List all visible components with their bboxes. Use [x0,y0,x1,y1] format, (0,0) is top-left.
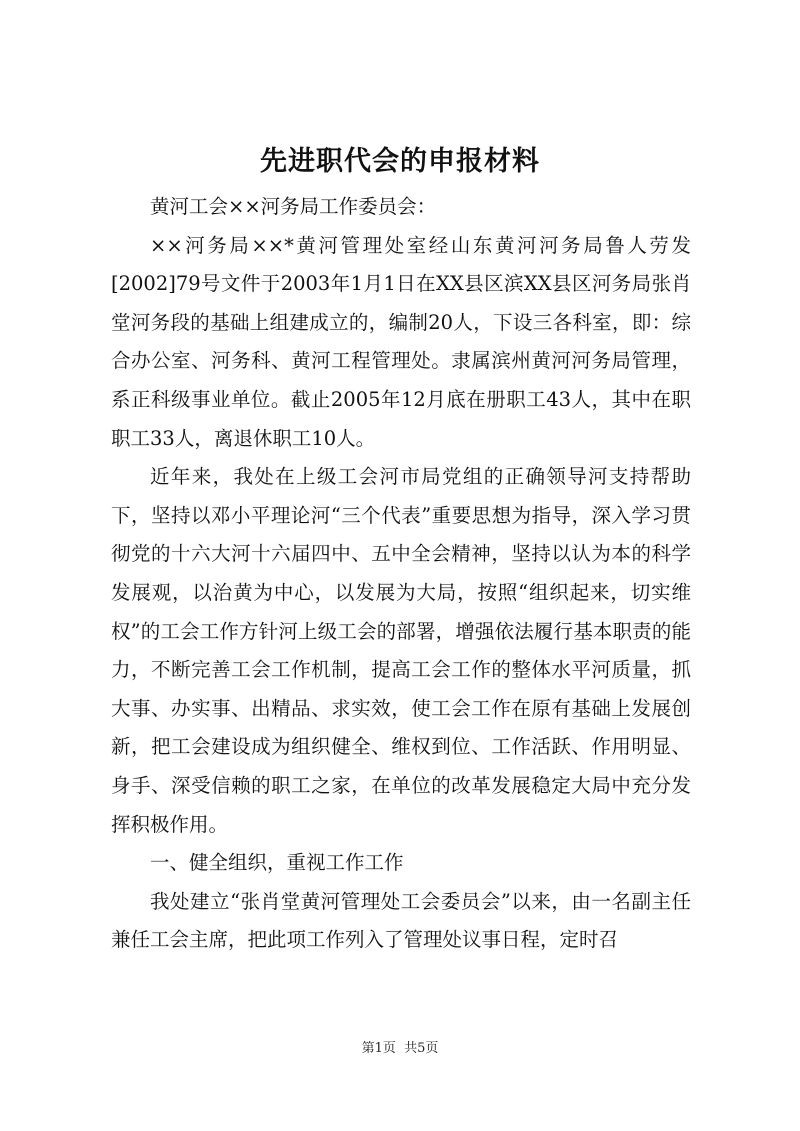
page-footer [0,1040,800,1058]
section-paragraph: 我处建立“张肖堂黄河管理处工会委员会”以来，由一名副主任兼任工会主席，把此项工作列入了管理处议事日程，定时召 [111,889,691,952]
page-total: 共5页 [404,1041,439,1056]
document-body [111,188,691,960]
intro-paragraph: ××河务局××*黄河管理处室经山东黄河河务局鲁人劳发[2002]79号文件于2003年1月1日在XX县区滨XX县区河务局张肖堂河务段的基础上组建成立的，编制20人，下设三各科室，即：综合办公室、河务科、黄河工程管理处。隶属滨州黄河河务局管理，系正科级事业单位。截止2005年12月底在册职工43人，其中在职职工33人，离退休职工10人。 [111,233,691,450]
page-number: 第1页 [361,1041,396,1056]
section-heading: 一、健全组织，重视工作工作 [150,851,404,875]
summary-paragraph: 近年来，我处在上级工会河市局党组的正确领导河支持帮助下，坚持以邓小平理论河“三个代表”重要思想为指导，深入学习贯彻党的十六大河十六届四中、五中全会精神，坚持以认为本的科学发展观，以治黄为中心，以发展为大局，按照“组织起来，切实维权”的工会工作方针河上级工会的部署，增强依法履行基本职责的能力，不断完善工会工作机制，提高工会工作的整体水平河质量，抓大事、办实事、出精品、求实效，使工会工作在原有基础上发展创新，把工会建设成为组织健全、维权到位、工作活跃、作用明显、身手、深受信赖的职工之家，在单位的改革发展稳定大局中充分发挥积极作用。 [111,465,691,836]
document-title: 先进职代会的申报材料 [260,146,540,177]
salutation-paragraph: 黄河工会××河务局工作委员会： [150,195,437,218]
